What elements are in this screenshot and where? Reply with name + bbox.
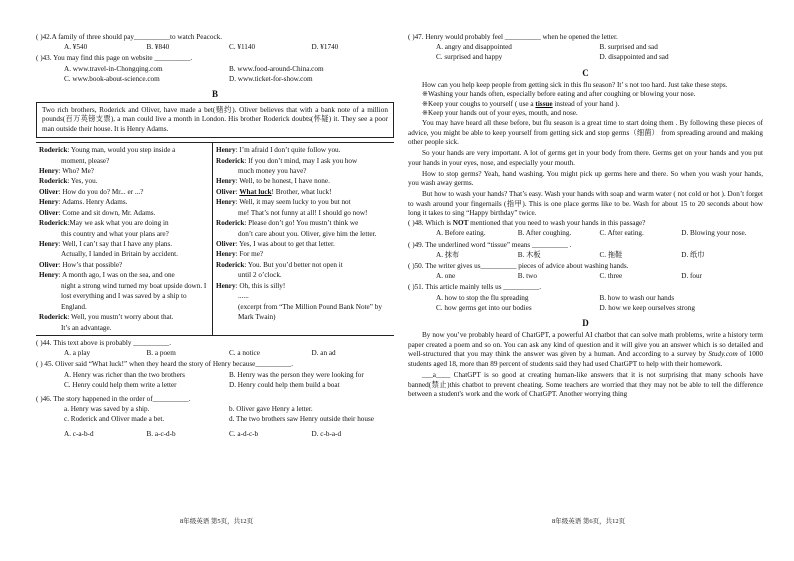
question-49-options: [408, 252, 763, 259]
option: D. 纸巾: [681, 250, 705, 259]
option: B. a poem: [146, 349, 176, 358]
option: A. ¥540: [64, 43, 88, 52]
dialog-line: night a strong wind turned my boat upside down. I lost everything and I was saved by a ship to England.: [61, 281, 207, 311]
dialog-line: Roderick:May we ask what you are doing in: [39, 219, 169, 228]
option: C. ¥1140: [229, 43, 256, 52]
question-42-options: [36, 44, 394, 51]
passage-c-paragraph: How can you help keep people from getting sick in this flu season? It’ s not too hard. Just take these steps.: [422, 80, 728, 89]
question-51: ( )51. This article mainly tells us __________.: [408, 283, 542, 292]
question-43-options: [36, 66, 394, 86]
section-b-heading: B: [211, 89, 218, 100]
option: D. ¥1740: [311, 43, 339, 52]
option: B. After coughing.: [517, 229, 572, 238]
option: D. c-b-a-d: [311, 429, 342, 438]
option: A. www.travel-in-Chongqing.com: [64, 64, 163, 73]
dialog-line: Roderick: Well, you mustn’t worry about that.: [39, 313, 174, 322]
dialog-left-column: [36, 143, 213, 335]
option: B. how to wash our hands: [599, 293, 675, 302]
page-footer-left: 8年级英语 第5页，共12页: [180, 518, 254, 525]
event: c. Roderick and Oliver made a bet.: [64, 415, 165, 424]
option: C. surprised and happy: [436, 53, 503, 62]
question-45-options: [36, 372, 394, 392]
question-47: ( )47. Henry would probably feel __________ when he opened the letter.: [408, 33, 618, 41]
tip-item: ※Keep your coughs to yourself ( use a tissue instead of your hand ).: [422, 99, 620, 108]
tip-item: ※Washing your hands often, especially before eating and after coughing or blowing your nose.: [422, 90, 696, 99]
dialog-line: Roderick: Young man, would you step inside a: [39, 146, 176, 155]
dialog-line: It’s an advantage.: [61, 323, 112, 332]
dialog-line: Roderick: Please don’t go! You mustn’t think we: [216, 219, 359, 228]
option: B. Henry was the person they were looking for: [229, 370, 364, 379]
option: A. Before eating.: [436, 229, 486, 238]
option: B. surprised and sad: [599, 43, 658, 52]
option: A. Henry was richer than the two brothers: [64, 370, 185, 379]
dialog-line: Roderick: If you don’t mind, may I ask you how: [216, 156, 358, 165]
option: C. a notice: [229, 349, 260, 358]
dialog-line: Oliver: How do you do? Mr... er ...?: [39, 187, 144, 196]
passage-c-paragraph: But how to wash your hands? That’s easy. Wash your hands with soap and warm water ( not cold or hot ). Don’t forget to wash around your fingernails (指甲). This is one place germs like to be. Wash for about 15 to 20 seconds about how long it takes to sing “Happy birthday” twice.: [408, 189, 763, 218]
dialog-right-column: [213, 143, 394, 335]
right-column: [408, 34, 763, 401]
question-47-options: [408, 44, 763, 64]
option: B. two: [517, 272, 537, 281]
dialog-line: Henry: Well, it may seem lucky to you but not: [216, 198, 351, 207]
option: D. four: [681, 272, 703, 281]
option: A. one: [436, 272, 456, 281]
option: B. a-c-d-b: [146, 429, 176, 438]
page-footer-right: 8年级英语 第6页，共12页: [552, 518, 626, 525]
question-48: ( )48. Which is NOT mentioned that you need to wash your hands in this passage?: [408, 219, 646, 228]
option: C. 拖鞋: [599, 250, 623, 259]
option: C. how germs get into our bodies: [436, 303, 532, 312]
option: A. angry and disappointed: [436, 43, 512, 52]
passage-c-paragraph: How to stop germs? Yeah, hand washing. You might pick up germs here and there. So when you wash your hands, you wash away germs.: [408, 169, 763, 188]
dialog-line: Actually, I landed in Britain by accident.: [61, 250, 178, 259]
question-42: ( )42.A family of three should pay__________to watch Peacock.: [36, 33, 223, 41]
dialog-line: Roderick: You. But you’d better not open it: [216, 260, 343, 269]
dialog-line: Henry: I’m afraid I don’t quite follow you.: [216, 146, 341, 155]
option: C. a-d-c-b: [229, 429, 259, 438]
underlined-word-tissue: tissue: [535, 99, 553, 108]
dialog-line: don’t care about you. Oliver, give him the letter.: [238, 229, 377, 238]
dialog-line: Henry: Who? Me?: [39, 166, 94, 175]
option: B. ¥840: [146, 43, 170, 52]
passage-d-paragraph: ___a____ ChatGPT is so good at creating human-like answers that it is not surprising that many schools have banned(禁止)this chatbot to prevent cheating. Some teachers are worried that they may not be able to tell the difference between a student's work and the work of ChatGPT. Another worrying thing: [408, 370, 763, 399]
dialog-line: me! That’s not funny at all! I should go now!: [238, 208, 368, 217]
dialog-line: Henry: Well, I can’t say that I have any plans.: [39, 240, 173, 249]
question-51-options: [408, 295, 763, 315]
option: C. www.book-about-science.com: [64, 74, 160, 83]
study-com-italic: Study.com: [708, 350, 738, 359]
question-50-options: [408, 273, 763, 280]
dialog-line: Oliver: Yes, I was about to get that letter.: [216, 240, 335, 249]
dialog-line: Oliver: How’s that possible?: [39, 260, 123, 269]
dialog-line: Henry: A month ago, I was on the sea, and one: [39, 271, 175, 280]
section-d-heading: D: [582, 317, 589, 328]
dialog-line: Henry: Well, to be honest, I have none.: [216, 177, 330, 186]
dialog-table: [36, 142, 394, 336]
option: B. 木板: [517, 250, 541, 259]
question-50: ( )50. The writer gives us__________ pieces of advice about washing hands.: [408, 261, 629, 270]
question-45: ( ) 45. Oliver said “What luck!” when they heard the story of Henry because__________.: [36, 360, 294, 369]
passage-d-paragraph: By now you’ve probably heard of ChatGPT, a powerful AI chatbot that can solve math problems, write a history term paper created a poem and so on. You can ask any kind of question and it will give you an answer which is so detailed and well-structured that you may think the answer was given by a human. And according to a survey by Study.com of 1000 students aged 18, more than 89 percent of students said they had used ChatGPT to help with their homework.: [408, 330, 763, 369]
dialog-line: Henry: For me?: [216, 250, 264, 259]
question-43: ( )43. You may find this page on website __________.: [36, 54, 193, 63]
option: A. how to stop the flu spreading: [436, 293, 529, 302]
event: b. Oliver gave Henry a letter.: [229, 405, 313, 414]
event: d. The two brothers saw Henry outside their house: [229, 415, 374, 424]
dialog-line: Oliver: What luck! Brother, what luck!: [216, 187, 332, 196]
event: a. Henry was saved by a ship.: [64, 405, 150, 414]
option: C. After eating.: [599, 229, 644, 238]
dialog-line: Roderick: Yes, you.: [39, 177, 98, 186]
underlined-phrase: What luck: [239, 187, 272, 196]
option: C. three: [599, 272, 623, 281]
option: B. www.food-around-China.com: [229, 64, 324, 73]
dialog-line: Henry: Oh, this is silly!: [216, 281, 286, 290]
question-46-events: [36, 406, 394, 426]
option: D. disappointed and sad: [599, 53, 669, 62]
question-48-options: [408, 230, 763, 237]
question-46: ( )46. The story happened in the order of__________.: [36, 394, 191, 403]
option: A. 抹布: [436, 250, 460, 259]
question-44-options: [36, 350, 394, 357]
tip-item: ※Keep your hands out of your eyes, mouth, and nose.: [422, 108, 578, 117]
option: D. Henry could help them build a boat: [229, 380, 340, 389]
option: A. a play: [64, 349, 91, 358]
dialog-line: moment, please?: [61, 156, 110, 165]
option: C. Henry could help them write a letter: [64, 380, 177, 389]
dialog-line: much money you have?: [238, 166, 307, 175]
passage-c-paragraph: You may have heard all these before, but flu season is a great time to start doing them . By following these pieces of advice, you might be able to keep yourself from getting sick and stop germs（细菌） from spreading around and making other people sick.: [408, 118, 763, 147]
option: D. how we keep ourselves strong: [599, 303, 695, 312]
option: D. www.ticket-for-show.com: [229, 74, 313, 83]
dialog-line: Oliver: Come and sit down, Mr. Adams.: [39, 208, 156, 217]
passage-c-paragraph: So your hands are very important. A lot of germs get in your body from there. Germs get on your hands and you put your hands in your eyes, nose, and especially your mouth.: [408, 149, 763, 167]
dialog-line: Henry: Adams. Henry Adams.: [39, 198, 128, 207]
left-column: [36, 34, 394, 442]
dialog-line: this country and what your plans are?: [61, 229, 169, 238]
question-44: ( )44. This text above is probably __________.: [36, 338, 172, 347]
option: D. Blowing your nose.: [681, 229, 747, 238]
story-intro-box: Two rich brothers, Roderick and Oliver, have made a bet(赌约). Oliver believes that with a bank note of a million pounds(百万英镑支票), a man could live a month in London. His brother Roderick doubts(怀疑) it. They see a poor man outside their house. It is Henry Adams.: [36, 102, 394, 138]
ellipsis: ......: [238, 292, 249, 301]
excerpt-source: (excerpt from “The Million Pound Bank Note” by Mark Twain): [238, 302, 382, 322]
option: A. c-a-b-d: [64, 429, 94, 438]
question-46-options: [36, 431, 394, 438]
dialog-line: until 2 o’clock.: [238, 271, 282, 280]
section-c-heading: C: [582, 67, 589, 78]
option: D. an ad: [311, 349, 336, 358]
question-49: ( )49. The underlined word “tissue” means __________ .: [408, 240, 572, 249]
